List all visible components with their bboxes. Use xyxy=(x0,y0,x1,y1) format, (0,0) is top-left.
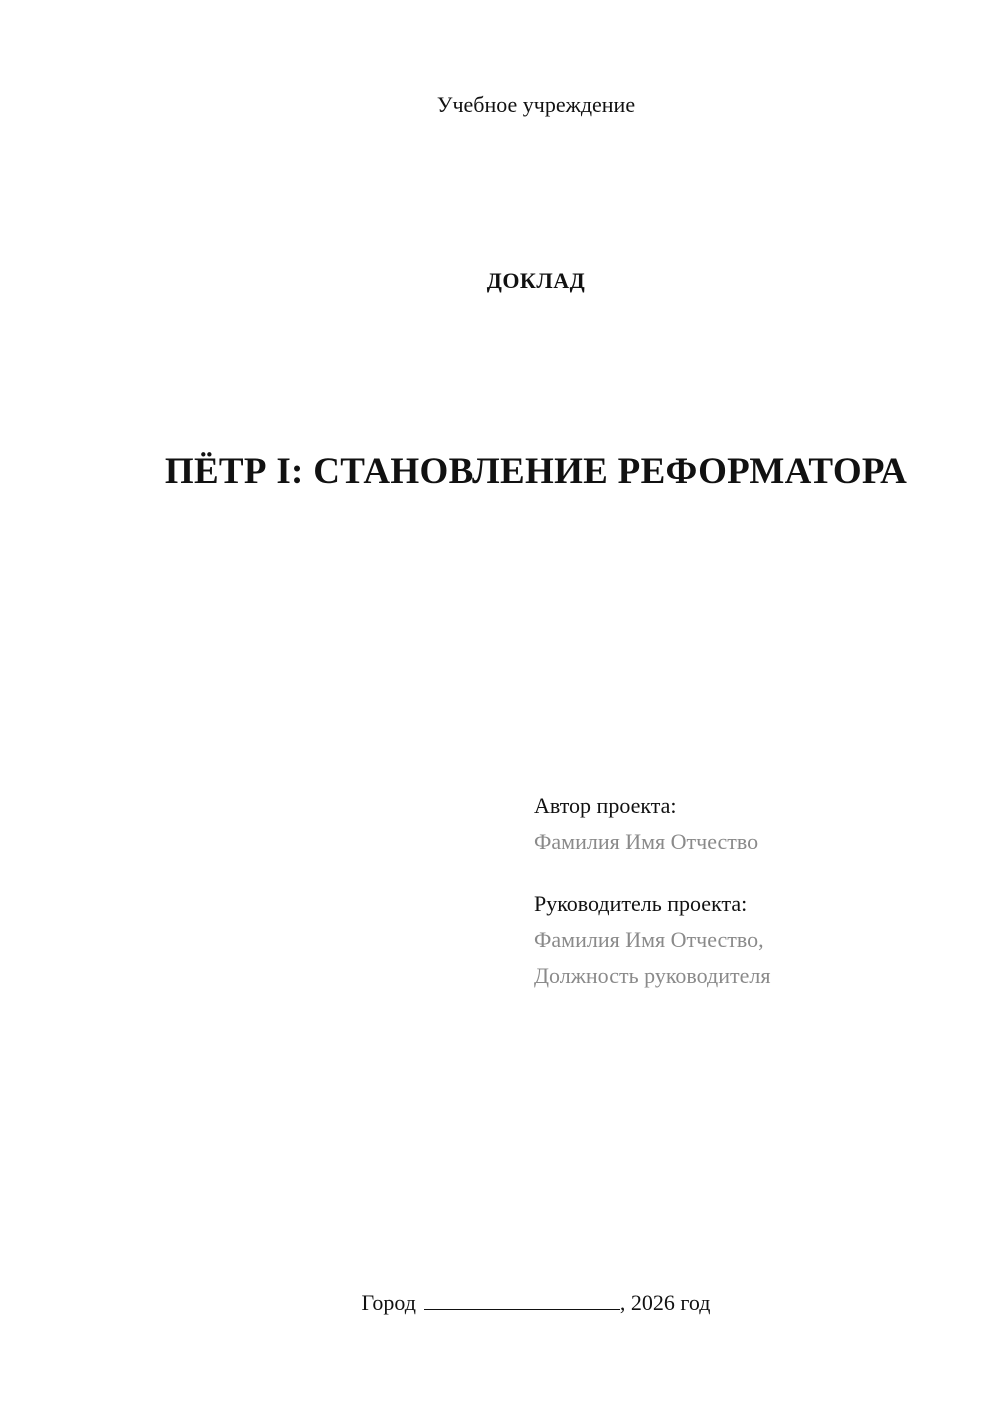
year-text: , 2026 год xyxy=(619,1290,711,1315)
credits-spacer xyxy=(534,860,974,886)
supervisor-position: Должность руководителя xyxy=(534,963,771,988)
institution-name: Учебное учреждение xyxy=(436,92,636,117)
author-label: Автор проекта: xyxy=(534,793,677,818)
document-title: ПЁТР I: СТАНОВЛЕНИЕ РЕФОРМАТОРА xyxy=(164,451,908,492)
author-name: Фамилия Имя Отчество xyxy=(534,829,759,854)
city-label: Город xyxy=(361,1290,416,1315)
city-blank-line xyxy=(424,1291,620,1310)
city-year-line xyxy=(0,1290,1000,1316)
credits-block xyxy=(534,788,974,994)
supervisor-name: Фамилия Имя Отчество, xyxy=(534,927,764,952)
supervisor-label: Руководитель проекта: xyxy=(534,891,748,916)
document-type: ДОКЛАД xyxy=(486,268,586,293)
